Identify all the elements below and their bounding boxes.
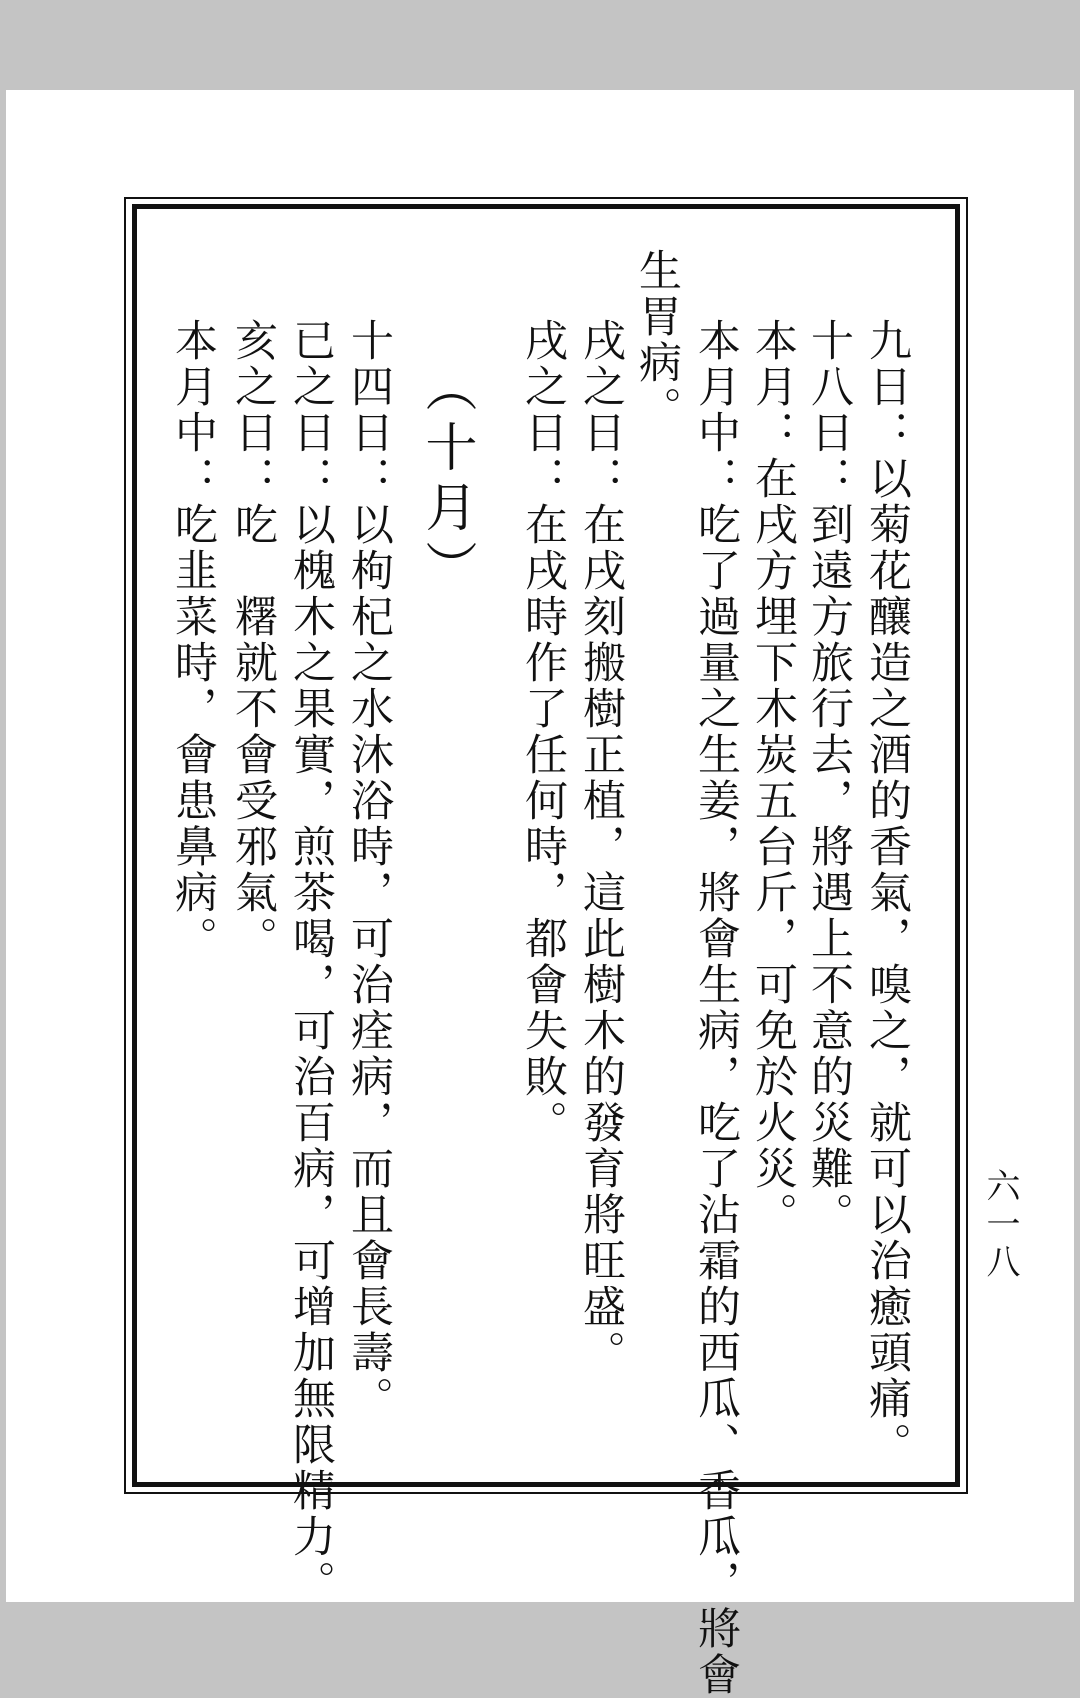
text-line-5: 生胃病。	[632, 248, 682, 432]
text-line-9: 已之日：以槐木之果實，煎茶喝，可治百病，可增加無限精力。	[286, 318, 336, 1606]
text-line-1: 九日：以菊花釀造之酒的香氣，嗅之，就可以治癒頭痛。	[862, 318, 912, 1468]
text-line-6: 戌之日：在戌刻搬樹正植，這此樹木的發育將旺盛。	[576, 318, 626, 1376]
text-line-3: 本月：在戌方埋下木炭五台斤，可免於火災。	[748, 318, 798, 1238]
page-number: 六一八	[980, 1168, 1020, 1282]
text-line-10: 亥之日：吃 糬就不會受邪氣。	[228, 318, 278, 962]
text-line-4: 本月中：吃了過量之生姜，將會生病，吃了沾霜的西瓜、香瓜，將會	[691, 318, 741, 1698]
book-page	[6, 90, 1074, 1698]
text-line-8: 十四日：以枸杞之水沐浴時，可治痊病，而且會長壽。	[344, 318, 394, 1422]
section-heading: （十月）	[416, 360, 476, 600]
text-line-2: 十八日：到遠方旅行去，將遇上不意的災難。	[804, 318, 854, 1238]
text-line-11: 本月中：吃韭菜時，會患鼻病。	[168, 318, 218, 962]
text-line-7: 戌之日：在戌時作了任何時，都會失敗。	[518, 318, 568, 1146]
